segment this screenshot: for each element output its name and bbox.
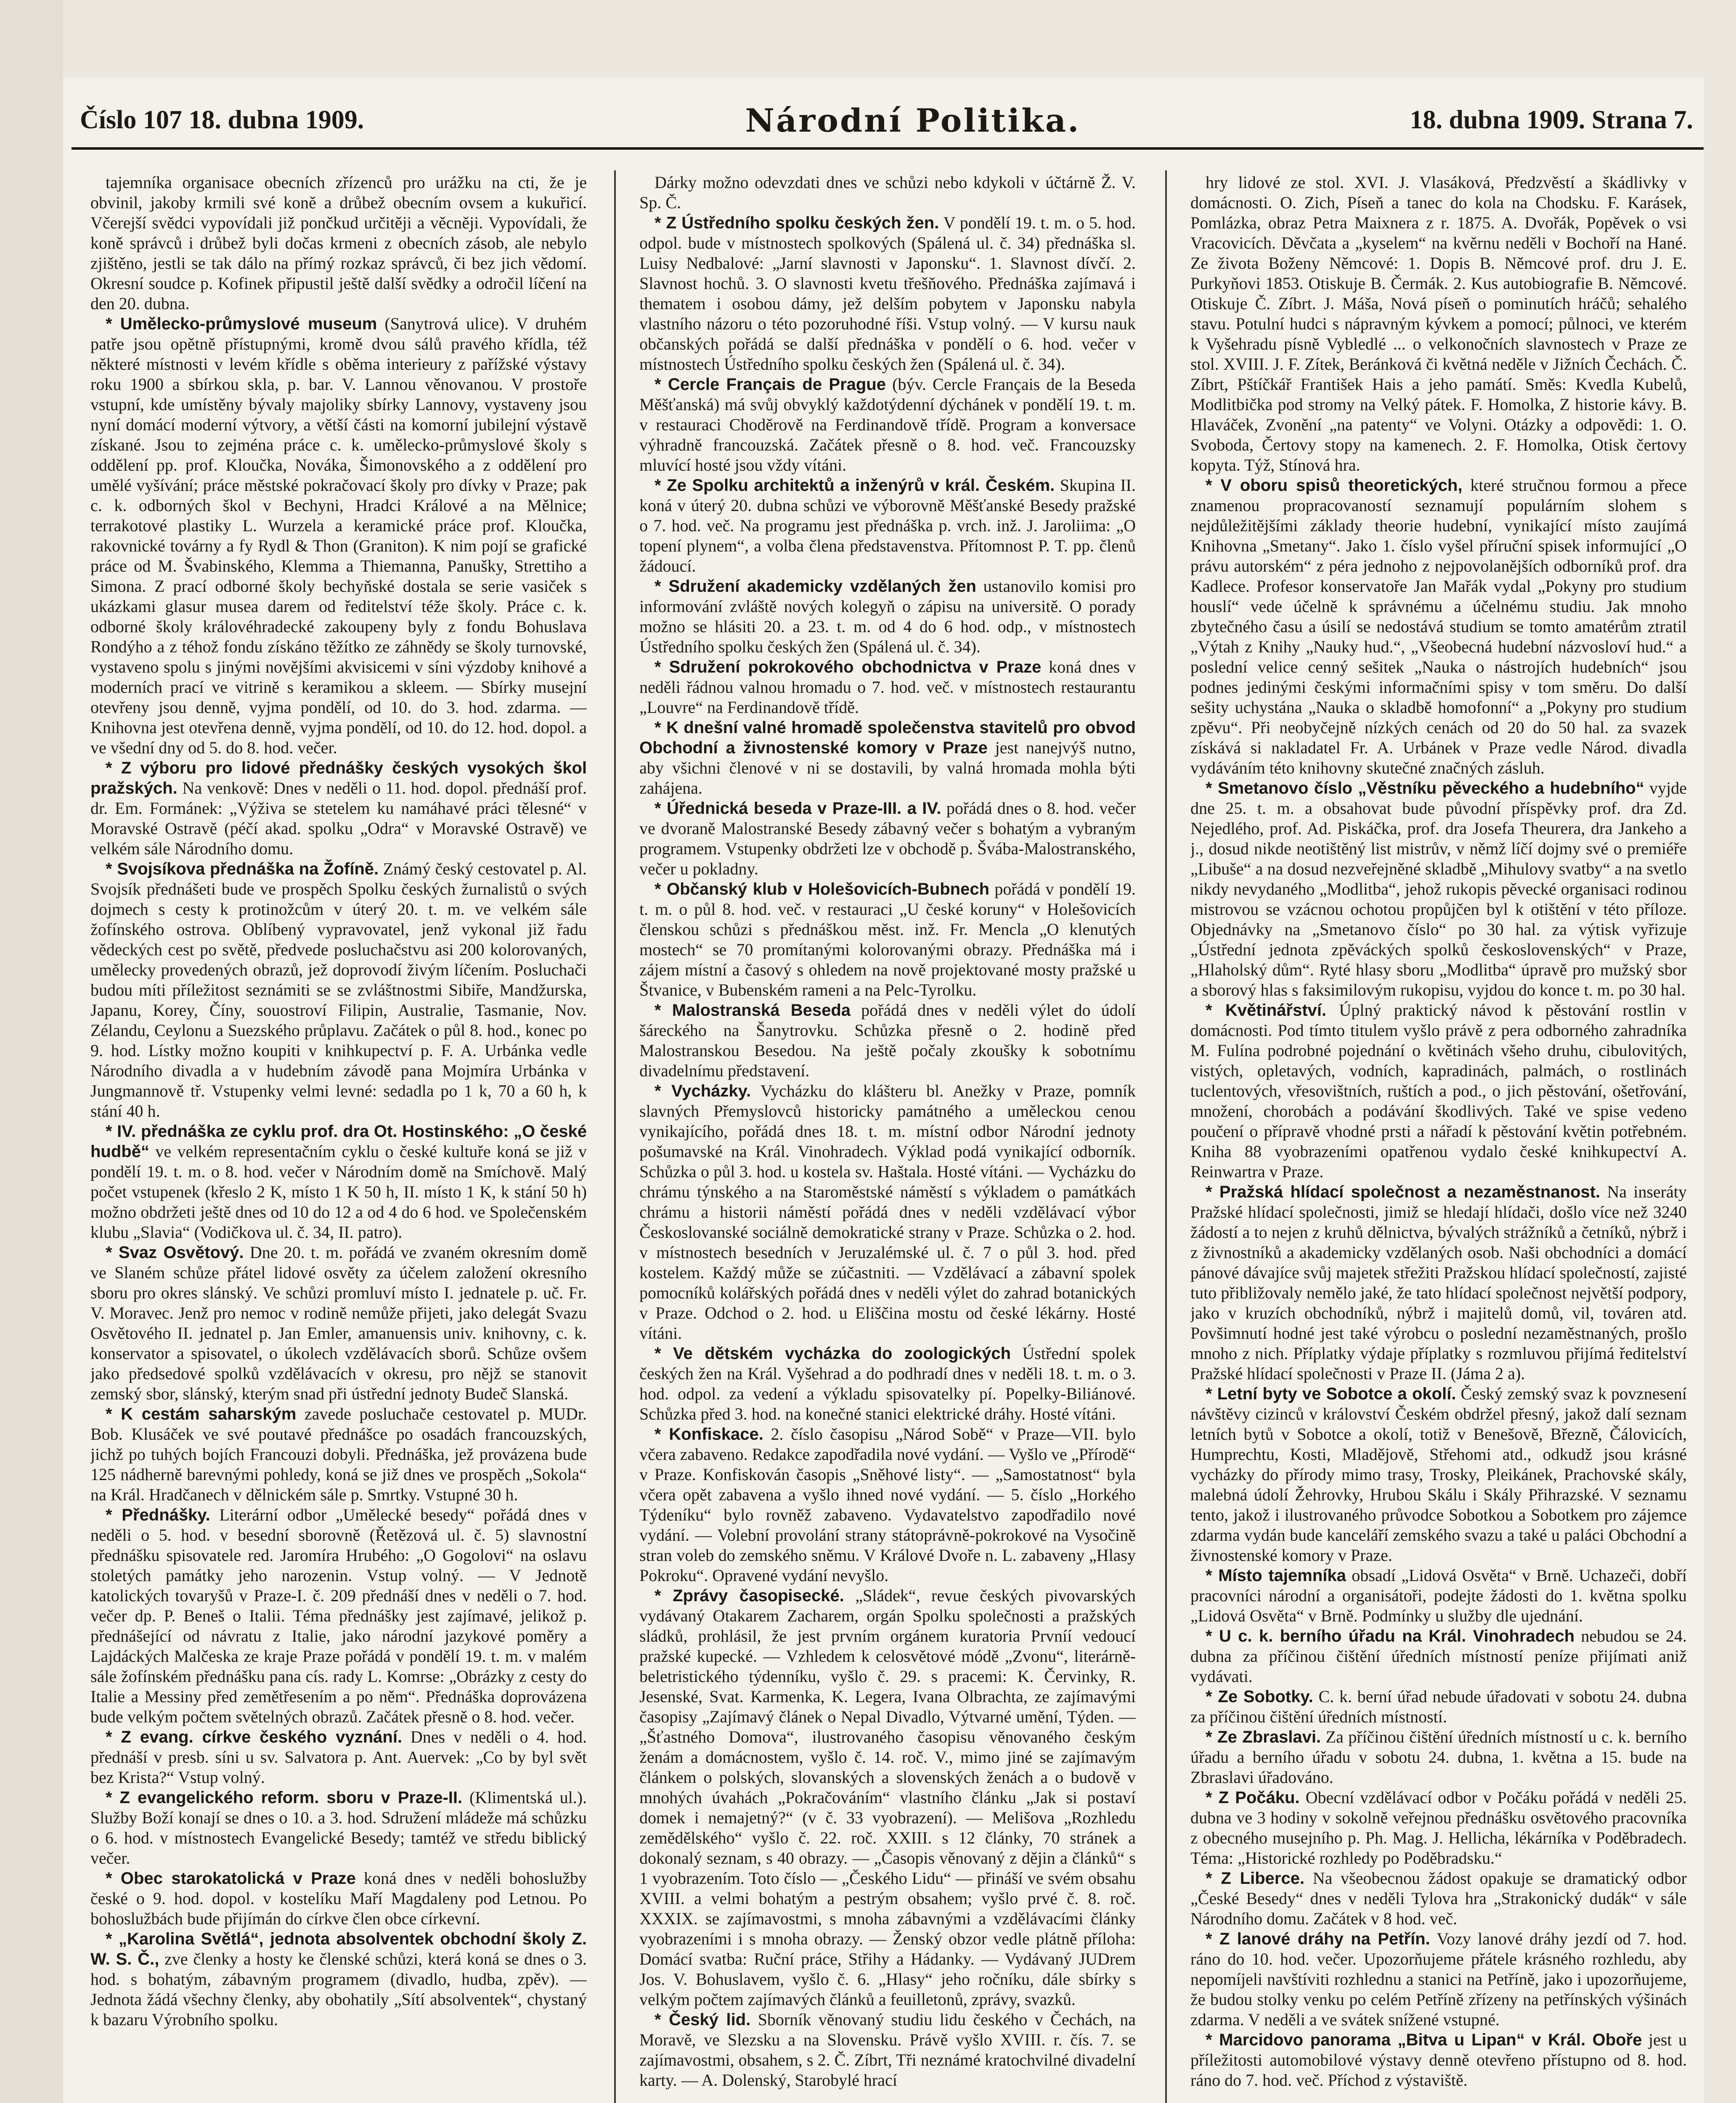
- article-paragraph: [1190, 1000, 1687, 1182]
- article-body: pořádá dnes v neděli výlet do údolí šáreckého na Šanytrovku. Schůzka přesně o 2. hodině před Malostranskou Besedou. Na ještě počaly zkoušky k sobotnímu divadelnímu představení.: [639, 1001, 1136, 1080]
- article-paragraph: [90, 1868, 587, 1929]
- article-body: Dne 20. t. m. pořádá ve zvaném okresním domě ve Slaném schůze přátel lidové osvěty za účelem založení okresního sboru pro okres slánský. Ve schůzi promluví místo I. jednatele p. uč. Fr. V. Moravec. Jenž pro nemoc v rodině nemůže přijeti, jako delegát Svazu Osvětového II. jednatel p. Jan Emler, amanuensis univ. knihovny, c. k. konservator a spisovatel, o úkolech vzdělávacích sborů. Schůze ovšem jako předsedové spolků vzdělávacích v okresu, pro nějž se stanovit zemský sbor, slánský, kterým snad při ústřední jednoty Budeč Slanská.: [90, 1243, 587, 1403]
- article-body: Český zemský svaz k povznesení návštěvy cizinců v království Českém obdržel přesný, jakož dalí seznam letních bytů v Sobotce a okolí, totiž v Benešově, Březně, Čálovicích, Humprechtu, Kosti, Mladějově, Střehomi atd., odkudž jsou krásné vycházky do přírody mimo trasy, Trosky, Pleikánek, Prachovské skály, malebná údolí Žehrovky, Hrubou Skálu i Skály Přihrazské. V seznamu tento, jakož i ilustrovaného průvodce Sobotkou a Sobotkem pro zájemce zdarma vydán bude kanceláří zemského svazu a také u paláci Obchodní a živnostenské komory v Praze.: [1190, 1384, 1687, 1565]
- article-paragraph: [639, 1343, 1136, 1424]
- article-paragraph: [1190, 1626, 1687, 1687]
- article-heading: * Ze Spolku architektů a inženýrů v král. Českém.: [655, 476, 1055, 495]
- article-paragraph: [1190, 172, 1687, 475]
- column-rule: [1165, 170, 1167, 2103]
- article-heading: * Z výboru pro lidové přednášky českých vysokých škol pražských.: [90, 759, 587, 797]
- article-heading: * Svaz Osvětový.: [106, 1243, 244, 1262]
- article-body: Dnes v neděli o 4. hod. přednáší v presb. síni u sv. Salvatora p. Ant. Auervek: „Co by byl svět bez Krista?“ Vstup volný.: [90, 1727, 587, 1787]
- article-heading: * Z evangelického reform. sboru v Praze-II.: [106, 1788, 463, 1807]
- article-paragraph: [1190, 1868, 1687, 1929]
- article-heading: * Cercle Français de Prague: [655, 375, 886, 394]
- article-paragraph: [1190, 778, 1687, 1000]
- article-body: „Sládek“, revue českých pivovarských vydávaný Otakarem Zacharem, orgán Spolku společnosti a pražských sládků, prohlásil, že jest prvním orgánem kuratoria Prvníí vedoucí pražské kupecké. — Vzhledem k celosvětové módě „Zvonu“, literárně-beletristického týdenníku, vyšlo č. 29. s pracemi: K. Červinky, R. Jesenské, Svat. Karmenka, K. Legera, Ivana Olbrachta, ze zajímavými časopisy „Zajímavý článek o Nepal Divadlo, Výtvarné umění, Týden. — „Šťastného Domova“, ilustrovaného časopisu věnovaného českým ženám a domácnostem, vyšlo č. 14. roč. V., mimo jiné se zajímavým článkem o polských, slovanských a slovenských ženách a o budově v mnohých úvahách „Pokračováním“ vlastního článku „Jak si postaví domek i nemajetný?“ (v č. 33 vyobrazení). — Melišova „Rozhledu zemědělského“ vyšlo č. 22. roč. XXIII. s 12 články, 70 stránek a dokonalý seznam, s 40 obrazy. — „Časopis věnovaný z dějin a článků“ s 1 vyobrazením. Toto číslo — „Českého Lidu“ — přináší ve svém obsahu XVIII. a velmi bohatým a pestrým obsahem; vyšlo prvé č. 8. roč. XXXIX. se zajímavostmi, s mnoha zábavnými a vzdělávacími články vyobrazeními i s mnoha obrazy. — Ženský obzor vedle plátně příloha: Domácí svatba: Ruční práce, Střihy a Hádanky. — Vydávaný JUDrem Jos. V. Bohuslavem, vyšlo č. 6. „Hlasy“ jeho ročníku, dále sbírky s velkým počtem zajímavých článků a feuilletonů, zprávy, svazků.: [639, 1586, 1136, 2009]
- article-paragraph: [639, 657, 1136, 718]
- article-body: Vycházku do klášteru bl. Anežky v Praze, pomník slavných Přemyslovců historicky památného a uměleckou cenou vynikajícího, pořádá dnes 18. t. m. místní odbor Národní jednoty pošumavské na Král. Vinohradech. Výklad podá vynikající odborník. Schůzka o půl 3. hod. u kostela sv. Haštala. Hosté vítáni. — Vycházku do chrámu týnského a na Staroměstské náměstí s výkladem o památkách chrámu a historii náměstí pořádá dnes v neděli vzdělávací výbor Českoslovanské sociálně demokratické strany v Praze. Schůzka o 2. hod. v místnostech besedních v Jeruzalémské ul. č. 7 o půl 3. hod. před kostelem. Každý může se zúčastniti. — Vzdělávací a zábavní spolek pomocníků kolářských pořádá dnes v neděli výlet do zahrad botanických v Praze. Odchod o 2. hod. u Eliščina mostu od české lékárny. Hosté vítáni.: [639, 1081, 1136, 1343]
- article-heading: * Přednášky.: [106, 1506, 210, 1524]
- article-paragraph: [1190, 1687, 1687, 1727]
- article-heading: * Z lanové dráhy na Petřín.: [1206, 1930, 1430, 1948]
- article-body: Na inseráty Pražské hlídací společnosti, jimiž se hledají hlídači, došlo více než 3240 žádostí a to nejen z kruhů dělnictva, bývalých strážníků a četníků, nýbrž i z živnostníků a akademicky vzdělaných osob. Naši obchodníci a domácí pánové dávajíce svůj majetek střežiti Pražskou hlídací společností, zajisté tuto přibližovaly nemělo jaké, že tato hlídací společnost největší podpory, jako v kruzích obchodníků, nýbrž i majitelů domů, vil, továren atd. Povšimnutí hodné jest také výrobcu o poslední nezaměstnaných, prošlo mnoho z nich. Příplatky výdaje příplatky s rozmluvou přijímá ředitelství Pražské hlídací společnosti v Praze II. (Jáma 2 a).: [1190, 1182, 1687, 1383]
- article-heading: * „Karolina Světlá“, jednota absolventek obchodní školy Z. W. S. Č.,: [90, 1930, 587, 1968]
- article-paragraph: [1190, 475, 1687, 778]
- article-heading: * Český lid.: [655, 2010, 751, 2029]
- article-paragraph: [90, 859, 587, 1121]
- article-heading: * Umělecko-průmyslové museum: [106, 315, 377, 333]
- page-margin: [0, 0, 63, 2103]
- article-heading: * Občanský klub v Holešovicích-Bubnech: [655, 880, 990, 898]
- article-heading: * Smetanovo číslo „Věstníku pěveckého a hudebního“: [1206, 779, 1644, 797]
- issue-number-date: Číslo 107 18. dubna 1909.: [80, 106, 364, 134]
- article-body: Za příčinou čištění úředních místností u c. k. berního úřadu a berního úřadu v sobotu 24. dubna, 1. května a 15. bude na Zbraslavi úřadováno.: [1190, 1727, 1687, 1787]
- article-heading: * U c. k. berního úřadu na Král. Vinohradech: [1206, 1627, 1575, 1645]
- article-body: Ústřední spolek českých žen na Král. Vyšehrad a do podhradí dnes v neděli 18. t. m. o 3. hod. odpol. za vedení a výkladu spisovatelky pí. Popelky-Biliánové. Schůzka před 3. hod. na konečné stanici elektrické dráhy. Hosté vítáni.: [639, 1344, 1136, 1423]
- page-date-number: 18. dubna 1909. Strana 7.: [1410, 106, 1693, 134]
- article-body: 2. číslo časopisu „Národ Sobě“ v Praze—VII. bylo včera zabaveno. Redakce zapodřadila nové vydání. — Vyšlo ve „Přírodě“ v Praze. Konfiskován časopis „Sněhové listy“. — „Samostatnost“ byla včera opět zabavena a vyšlo ihned nové vydání. — 5. číslo „Horkého Týdeníku“ bylo rovněž zabaveno. Vydavatelstvo zapodřadilo nové vydání. — Volební provolání strany státoprávně-pokrokové na Vysočině stran voleb do zemského sněmu. V Králové Dvoře n. L. zabaveny „Hlasy Pokroku“. Opravené vydání nevyšlo.: [639, 1425, 1136, 1585]
- article-paragraph: [1190, 1929, 1687, 2030]
- article-body: (býv. Cercle Français de la Beseda Měšťanská) má svůj obvyklý každotýdenní dýchánek v pondělí 19. t. m. v restauraci Choděrově na Ferdinandově třídě. Program a konversace výhradně francouzská. Začátek přesně o 8. hod. več. Francouzsky mluvící hosté jsou vždy vítáni.: [639, 375, 1136, 474]
- article-paragraph: [639, 374, 1136, 475]
- article-paragraph: [1190, 1182, 1687, 1384]
- text-column-1: [90, 172, 587, 2103]
- article-body: tajemníka organisace obecních zřízenců pro urážku na cti, že je obvinil, jakoby krmili své koně a drůbež obecním ovsem a kukuřicí. Včerejší svědci vypovídali již pončkud určitěji a věcněji. Vypovídali, že koně správců i drůbež byli dočas krmeni z obecních zásob, ale nebylo zjištěno, jestli se tak dálo na přímý rozkaz správců, či bez jich vědomí. Okresní soudce p. Kofinek připustil ještě další svědky a odročil líčení na den 20. dubna.: [90, 173, 587, 313]
- text-column-2: [639, 172, 1136, 2103]
- article-heading: * Ze Zbraslavi.: [1206, 1728, 1321, 1746]
- article-heading: * Pražská hlídací společnost a nezaměstnanost.: [1206, 1183, 1601, 1201]
- article-body: Literární odbor „Umělecké besedy“ pořádá dnes v neděli o 5. hod. v besední sborovně (Řetězová ul. č. 5) slavnostní přednášku spisovatele red. Jaromíra Hrubého: „O Gogolovi“ na oslavu stoletých památky jeho narozenin. Vstup volný. — V Jednotě katolických tovaryšů v Praze-I. č. 209 přednáší dnes v neděli o 7. hod. večer dp. P. Beneš o Italii. Téma přednášky jest zajímavé, jelikož p. přednášející od návratu z Italie, jako národní jazykové poměry a Lajdáckých Malčeska ze kraje Praze pořádá v pondělí 19. t. m. v malém sále žofínském přednášku pana cís. rady L. Komrse: „Obrázky z cesty do Italie a Messiny před zemětřesením a po něm“. Přednáška doprovázena bude velkým počtem světelných obrazů. Začátek přesně o 8. hod. večer.: [90, 1505, 587, 1726]
- article-heading: * Vycházky.: [655, 1082, 751, 1100]
- article-body: Skupina II. koná v úterý 20. dubna schůzi ve výborovně Měšťanské Besedy pražské o 7. hod. več. Na programu jest přednáška p. vrch. inž. J. Jaroliima: „O topení plynem“, a volba člena představenstva. Přítomnost P. T. pp. členů žádoucí.: [639, 476, 1136, 575]
- article-body: Na venkově: Dnes v neděli o 11. hod. dopol. přednáší prof. dr. Em. Formánek: „Výživa se stetelem ku namáhavé práci tělesné“ v Moravské Ostravě (péčí akad. spolku „Odra“ v Moravské Ostravě) ve velkém sále Národního domu.: [90, 779, 587, 858]
- article-heading: * Z Ústředního spolku českých žen.: [655, 214, 939, 232]
- article-paragraph: [639, 172, 1136, 213]
- article-heading: * K dnešní valné hromadě společenstva stavitelů pro obvod Obchodní a živnostenské komory v Praze: [639, 718, 1136, 757]
- article-body: hry lidové ze stol. XVI. J. Vlasáková, Předzvěstí a škádlivky v domácnosti. O. Zich, Píseň a tanec do kola na Chodsku. F. Karásek, Pomlázka, obraz Petra Maixnera z r. 1875. A. Dvořák, Popěvek o vsi Vracovicích. Děvčata a „kyselem“ na kvěrnu neděli v Bochoří na Hané. Ze života Boženy Němcové: 1. Dopis B. Němcové prof. dru J. E. Purkyňovi 1853. Otiskuje B. Čermák. 2. Kus autobiografie B. Němcové. Otiskuje Č. Zíbrt. J. Máša, Nová píseň o pominutích hráčů; sehalého stavu. Potulní hudci s nápravným kývkem a pomocí; půlnoci, ve kterém k Vyšehradu písně Vybledlé ... o velkonočních slavnostech v Praze ze stol. XVIII. J. F. Zítek, Beránková či květná neděle v Jižních Čechách. Č. Zíbrt, Pštíčkář František Hais a jeho památí. Směs: Kvedla Kubelů, Modlitbička pod stromy na Velký pátek. F. Homolka, Z historie kávy. B. Hlaváček, Zvonění „na patenty“ ve Volyni. Otázky a odpovědi: 1. O. Svoboda, Čertovy stopy na kamenech. 2. F. Homolka, Otisk čertovy kopyta. Týž, Stínová hra.: [1190, 173, 1687, 474]
- article-paragraph: [90, 1505, 587, 1727]
- article-body: zve členky a hosty ke členské schůzi, která koná se dnes o 3. hod. s bohatým, zábavným programem (divadlo, hudba, zpěv). — Jednota žádá všechny členky, aby obohatily „Sítí absolventek“, chystaný k bazaru Výrobního spolku.: [90, 1949, 587, 2029]
- article-body: zavede posluchače cestovatel p. MUDr. Bob. Klusáček ve své poutavé přednášce po osadách francouzských, jichž po tuhých bojích Francouzi dobyli. Přednáška, jež provázena bude 125 nádherně barevnými pohledy, koná se již dnes ve prospěch „Sokola“ na Král. Hradčanech v dělnickém sále p. Smrtky. Vstupné 30 h.: [90, 1404, 587, 1504]
- article-paragraph: [90, 758, 587, 859]
- article-body: Vozy lanové dráhy jezdí od 7. hod. ráno do 10. hod. večer. Upozorňujeme přátele krásného rozhledu, aby nepomíjeli navštíviti rozhlednu a stanici na Petříně, jako i upozorňujeme, že budou stolky venku po celém Petříně zřízeny na petřínských výšinách zdarma. V neděli a ve svátek snížené vstupné.: [1190, 1929, 1687, 2029]
- article-body: nebudou se 24. dubna za příčinou čištění úředních místností peníze přijímati aniž vydávati.: [1190, 1626, 1687, 1686]
- article-heading: * Letní byty ve Sobotce a okolí.: [1206, 1385, 1456, 1403]
- article-body: Na všeobecnou žádost opakuje se dramatický odbor „České Besedy“ dnes v neděli Tylova hra „Strakonický dudák“ v sále Národního domu. Začátek v 8 hod. več.: [1190, 1869, 1687, 1928]
- article-paragraph: [90, 1727, 587, 1788]
- article-paragraph: [639, 213, 1136, 374]
- article-heading: * Sdružení akademicky vzdělaných žen: [655, 577, 976, 596]
- article-paragraph: [90, 1121, 587, 1242]
- article-heading: * Z evang. církve českého vyznání.: [106, 1728, 403, 1746]
- article-body: V pondělí 19. t. m. o 5. hod. odpol. bude v místnostech spolkových (Spálená ul. č. 34) přednáška sl. Luisy Nedbalové: „Jarní slavnosti v Japonsku“. 1. Slavnost dívčí. 2. Slavnost hochů. 3. O slavnosti kvetu třešňového. Přednáška zajímavá i thematem i osobou dámy, jež delším pobytem v Japonsku nabyla vlastního názoru o této pozoruhodné říši. Vstup volný. — V kursu nauk občanských pořádá se další přednáška v pondělí o 6. hod. večer v místnostech Ústředního spolku českých žen (Spálená ul. č. 34).: [639, 213, 1136, 373]
- article-heading: * Sdružení pokrokového obchodnictva v Praze: [655, 658, 1042, 676]
- article-body: pořádá v pondělí 19. t. m. o půl 8. hod. več. v restauraci „U české koruny“ v Holešovicích členskou schůzi s přednáškou měst. inž. Fr. Mencla „O klenutých mostech“ se 70 promítanými kolorovanými obrazy. Přednáška má i zájem místní a časový s ohledem na nově projektované mosty pražské u Štvanice, v Bubenském rameni a na Pelc-Tyrolku.: [639, 879, 1136, 999]
- article-heading: * K cestám saharským: [106, 1405, 297, 1423]
- newspaper-title: Národní Politika.: [745, 102, 1081, 139]
- article-body: (Sanytrová ulice). V druhém patře jsou opětně přístupnými, kromě dvou sálů pravého křídla, též některé místnosti v levém křídle s oběma interieury z pařížské výstavy roku 1900 a sbírkou skla, p. bar. V. Lannou věnovanou. V prostoře vstupní, kde umístěny bývaly majoliky sbírky Lannovy, vystaveny jsou nyní domácí moderní výtvory, a větší části na komorní jubilejní výstavě získané. Jsou to zejména práce c. k. umělecko-průmyslové školy s oddělení pp. prof. Kloučka, Nováka, Šimonovského a z oddělení pro umělé vyšívání; práce městské pokračovací školy pro dívky v Praze; pak c. k. odborných škol v Bechyni, Hradci Králové a na Mělnice; terrakotové plastiky L. Wurzela a keramické práce prof. Kloučka, rakovnické továrny a fy Rydl & Thon (Graniton). K nim pojí se grafické práce od M. Švabinského, Klemma a Thiemanna, Panušky, Strettiho a Simona. Z prací odborné školy bechyňské dostala se serie vasiček s ukázkami glasur musea darem od ředitelství téže školy. Práce c. k. odborné školy královéhradecké zakoupeny byly z fondu Bohuslava Rondýho a z téhož fondu získáno těžítko ze záhnědy se školy turnovské, vystaveno spolu s jinými novějšími akvisicemi v síni výzdoby knihové a moderních prací ve vitrině s keramikou a skleem. — Sbírky musejní otevřeny jsou denně, vyjma pondělí, od 10. do 3. hod. zdarma. — Knihovna jest otevřena denně, vyjma pondělí, od 10. do 12. hod. dopol. a ve všední dny od 5. do 8. hod. večer.: [90, 314, 587, 757]
- article-heading: * Svojsíkova přednáška na Žofíně.: [106, 860, 379, 878]
- article-body: C. k. berní úřad nebude úřadovati v sobotu 24. dubna za příčinou čištění úředních místností.: [1190, 1687, 1687, 1726]
- article-paragraph: [639, 718, 1136, 798]
- article-paragraph: [90, 314, 587, 758]
- article-body: obsadí „Lidová Osvěta“ v Brně. Uchazeči, dobří pracovníci národní a organisátoři, podejte žádosti do 1. května spolku „Lidová Osvěta“ v Brně. Podmínky u služby dle ujednání.: [1190, 1566, 1687, 1625]
- article-paragraph: [639, 798, 1136, 879]
- article-body: Úplný praktický návod k pěstování rostlin v domácnosti. Pod tímto titulem vyšlo právě z pera odborného zahradníka M. Fulína podrobné pojednání o květinách všeho druhu, cibulovitých, vistých, opletavých, vodních, kapradinách, palmách, o rostlinách tuclentových, vřesovištních, ruštích a pod., o jich pěstování, ošetřování, množení, chorobách a podávání škodlivých. Také ve spise vedeno poučení o přípravě vhodné prsti a nářadí k pěstování květin potřebném. Kniha 88 vyobrazeními opatřenou vydalo české knihkupectví A. Reinwartra v Praze.: [1190, 1001, 1687, 1181]
- article-body: Obecní vzdělávací odbor v Počáku pořádá v neděli 25. dubna ve 3 hodiny v sokolně veřejnou přednášku osvětového pracovníka z obecného musejního p. Ph. Mag. J. Hellicha, lékárníka v Poděbradech. Téma: „Historické rozhledy po Poděbradsku.“: [1190, 1788, 1687, 1867]
- article-paragraph: [90, 1788, 587, 1868]
- article-paragraph: [1190, 1384, 1687, 1565]
- article-heading: * Úřednická beseda v Praze-III. a IV.: [655, 799, 941, 818]
- article-heading: * Místo tajemníka: [1206, 1566, 1346, 1585]
- article-paragraph: [1190, 1788, 1687, 1868]
- article-heading: * Ze Sobotky.: [1206, 1687, 1313, 1706]
- article-paragraph: [639, 879, 1136, 1000]
- article-heading: * Ve dětském vycházka do zoologických: [655, 1344, 1011, 1363]
- article-body: jest nanejvýš nutno, aby všichni členové v ni se dostavili, by valná hromada mohla býti zahájena.: [639, 738, 1136, 797]
- text-column-3: [1190, 172, 1687, 2103]
- article-body: (Klimentská ul.). Služby Boží konají se dnes o 10. a 3. hod. Sdružení mládeže má schůzku o 6. hod. v místnostech Evangelické Besedy; tamtéž ve středu biblický večer.: [90, 1788, 587, 1867]
- article-heading: * Obec starokatolická v Praze: [106, 1869, 356, 1888]
- article-body: které stručnou formou a přece znamenou propracovaností seznamují populárním slohem s nejdůležitějšími základy theorie hudební, vynikající místo zaujímá Knihovna „Smetany“. Jako 1. číslo vyšel příruční spisek informující „O právu autorském“ z péra jednoho z nejpovolanějších odborníků prof. dra Kadlece. Profesor konservatoře Jan Mařák vydal „Pokyny pro studium houslí“ vede účelně k správnému a účelnému studiu. Jak mnoho zbytečného času a úsilí se nedostává studium se tomto amatérům ztratil „Výtah z Knihy „Nauky hud.“, „Všeobecná hudební názvosloví hud.“ a poslední velice cenný sešitek „Nauka o nástrojích hudebních“ jsou podnes jedinými českými informačními spisy v tom směru. Do další sešity uchystána „Nauka o skladbě homofonní“ a „Pokyny pro studium zpěvu“. Při neobyčejně nízkých cenách od 20 do 50 hal. za svazek získává si nakladatel Fr. A. Urbánek v Praze vedle Národ. divadla vydáváním této knihovny skutečné značných zásluh.: [1190, 476, 1687, 777]
- article-paragraph: [90, 1404, 587, 1505]
- article-body: vyjde dne 25. t. m. a obsahovat bude původní příspěvky prof. dra Zd. Nejedlého, prof. Ad. Piskáčka, prof. dra Josefa Theurera, dra Jankeho a j., dosud nikde neotištěný list mistrův, v němž líčí dojmy své o premiéře „Libuše“ a na dosud nezveřejněné skladbě „Mihulovy svatby“ a na svetlo nikdy nevydaného „Modlitba“, jehož rukopis pěvecké organisaci rodinou mistrovou se vzácnou ochotou propůjčen byl k otištění v této příloze. Objednávky na „Smetanovo číslo“ po 30 hal. za výtisk vyřizuje „Ústřední jednota zpěváckých spolků československých“ v Praze, „Hlaholský dům“. Ryté hlasy sboru „Modlitba“ úpravě pro mužský sbor a sborový hlas s faksimilovým rukopisu, vyjdou do konce t. m. po 30 hal.: [1190, 779, 1687, 999]
- article-paragraph: [90, 1929, 587, 2030]
- article-body: Známý český cestovatel p. Al. Svojsík přednášeti bude ve prospěch Spolku českých žurnalistů o svých dojmech s cesty k protinožcům v úterý 20. t. m. ve velkém sále žofínského ostrova. Oblíbený vypravovatel, jenž vykonal již řadu vědeckých cest po světě, předvede posluchačstvu asi 200 kolorovaných, umělecky provedených obrazů, jež doprovodí živým líčením. Posluchači budou míti příležitost seznámiti se se zvláštnostmi Sibiře, Mandžurska, Japanu, Korey, Číny, souostroví Filipin, Australie, Tasmanie, Nov. Zélandu, Ceylonu a Suezského průplavu. Začátek o půl 8. hod., konec po 9. hod. Lístky možno koupiti v knihkupectví p. F. A. Urbánka vedle Národního divadla a v hudebním závodě pana Mojmíra Urbánka v Jungmannově tř. Vstupenky velmi levné: sedadla po 1 k, 70 a 60 h, k stání 40 h.: [90, 859, 587, 1120]
- article-paragraph: [90, 172, 587, 314]
- article-heading: * Květinářství.: [1206, 1001, 1327, 1020]
- article-heading: * Marcidovo panorama „Bitva u Lipan“ v Král. Oboře: [1206, 2031, 1642, 2049]
- article-heading: * V oboru spisů theoretických,: [1206, 476, 1463, 495]
- article-paragraph: [1190, 2030, 1687, 2090]
- article-body: pořádá dnes o 8. hod. večer ve dvoraně Malostranské Besedy zábavný večer s bohatým a vybraným programem. Vstupenky obdržeti lze v obchodě p. Švába-Malostranského, večer u pokladny.: [639, 799, 1136, 878]
- article-paragraph: [639, 1081, 1136, 1343]
- page-header: [72, 97, 1704, 150]
- article-heading: * Z Počáku.: [1206, 1788, 1300, 1807]
- article-body: ustanovilo komisi pro informování zvláště nových kolegyň o zápisu na universitě. O porady možno se hlásiti 20. a 23. t. m. od 4 do 6 hod. odp., v místnostech Ústředního spolku českých žen (Spálená ul. č. 34).: [639, 577, 1136, 656]
- article-heading: * IV. přednáška ze cyklu prof. dra Ot. Hostinského: „O české hudbě“: [90, 1122, 587, 1161]
- article-paragraph: [90, 1242, 587, 1404]
- article-paragraph: [639, 2010, 1136, 2090]
- article-body: koná dnes v neděli bohoslužby české o 9. hod. dopol. v kostelíku Maří Magdaleny pod Letnou. Po bohoslužbách bude přijímán do církve člen obce církevní.: [90, 1869, 587, 1928]
- article-paragraph: [1190, 1727, 1687, 1788]
- article-heading: * Malostranská Beseda: [655, 1001, 851, 1020]
- article-paragraph: [639, 1000, 1136, 1081]
- article-paragraph: [639, 1424, 1136, 1586]
- article-heading: * Konfiskace.: [655, 1425, 763, 1443]
- article-heading: * Zprávy časopisecké.: [655, 1587, 844, 1605]
- article-body: koná dnes v neděli řádnou valnou hromadu o 7. hod. več. v místnostech restaurantu „Louvre“ na Ferdinandově třídě.: [639, 657, 1136, 717]
- article-paragraph: [1190, 1565, 1687, 1626]
- article-body: Dárky možno odevzdati dnes ve schůzi nebo kdykoli v účtárně Ž. V. Sp. Č.: [639, 173, 1136, 212]
- article-heading: * Z Liberce.: [1206, 1869, 1305, 1888]
- article-body: Sborník věnovaný studiu lidu českého v Čechách, na Moravě, ve Slezsku a na Slovensku. Právě vyšlo XVIII. r. čís. 7. se zajímavostmi, obsahem, s 2. Č. Zíbrt, Tři neznámé kratochvilné divadelní karty. — A. Dolenský, Starobylé hrací: [639, 2010, 1136, 2090]
- article-body: jest u příležitosti automobilové výstavy denně otevřeno přístupno od 8. hod. ráno do 7. hod. več. Příchod z výstaviště.: [1190, 2030, 1687, 2090]
- article-paragraph: [639, 576, 1136, 657]
- column-rule: [614, 170, 616, 2103]
- article-paragraph: [639, 475, 1136, 576]
- article-body: ve velkém representačním cyklu o české kultuře koná se již v pondělí 19. t. m. o 8. hod. večer v Národním domě na Smíchově. Malý počet vstupenek (křeslo 2 K, místo 1 K 50 h, II. místo 1 K, k stání 50 h) možno obdržeti ještě dnes od 10 do 12 a od 4 do 6 hod. ve Společenském klubu „Slavia“ (Vodičkova ul. č. 34, II. patro).: [90, 1142, 587, 1242]
- article-paragraph: [639, 1586, 1136, 2010]
